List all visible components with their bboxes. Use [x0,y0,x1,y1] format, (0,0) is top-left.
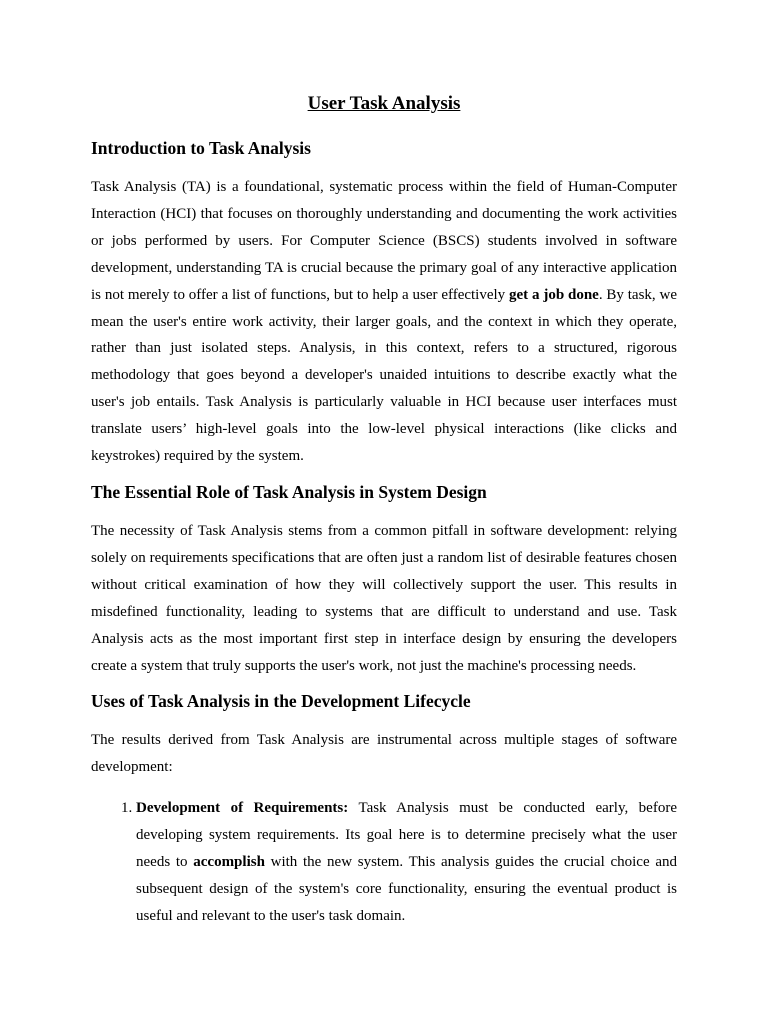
section-heading-introduction: Introduction to Task Analysis [91,138,311,158]
section-paragraph-uses: The results derived from Task Analysis are instrumental across multiple stages of software development: [91,732,677,776]
list-item [136,795,677,930]
paragraph-text: . By task, we mean the user's entire work activity, their larger goals, and the context in which they operate, rather than just isolated steps. Analysis, in this context, refers to a structured, rigorous methodology that goes beyond a developer's unaided intuitions to describe exactly what the user's job entails. Task Analysis is particularly valuable in HCI because user interfaces must translate users’ high-level goals into the low-level physical interactions (like clicks and keystrokes) required by the system. [91,286,677,465]
list-item-term: Development of Requirements: [136,800,349,817]
document-title: User Task Analysis [307,93,461,114]
uses-list [91,795,677,930]
section-uses [91,689,677,929]
section-paragraph-essential-role: The necessity of Task Analysis stems from a common pitfall in software development: relying solely on requirements specifications that are often just a random list of desirable features chosen without critical examination of how they will collectively support the user. This results in misdefined functionality, leading to systems that are difficult to understand and use. Task Analysis acts as the most important first step in interface design by ensuring the developers create a system that truly supports the user's work, not just the machine's processing needs. [91,522,677,674]
list-item-text: Task Analysis must be conducted early, before developing system requirements. Its goal here is to determine precisely what the user needs to [136,800,677,871]
section-heading-essential-role: The Essential Role of Task Analysis in System Design [91,481,487,502]
paragraph-text: Task Analysis (TA) is a foundational, systematic process within the field of Human-Computer Interaction (HCI) that focuses on thoroughly understanding and documenting the work activities or jobs performed by users. For Computer Science (BSCS) students involved in software development, understanding TA is crucial because the primary goal of any interactive application is not merely to offer a list of functions, but to help a user effectively [91,179,677,303]
section-paragraph-introduction [91,174,677,470]
list-item-bold-text: accomplish [193,854,265,871]
section-heading-uses: Uses of Task Analysis in the Development Lifecycle [91,691,471,712]
paragraph-bold-text: get a job done [509,286,599,303]
section-essential-role [91,480,677,679]
section-introduction [91,136,677,470]
list-item-text: with the new system. This analysis guides the crucial choice and subsequent design of the system's core functionality, ensuring the eventual product is useful and relevant to the user's task domain. [136,854,677,924]
